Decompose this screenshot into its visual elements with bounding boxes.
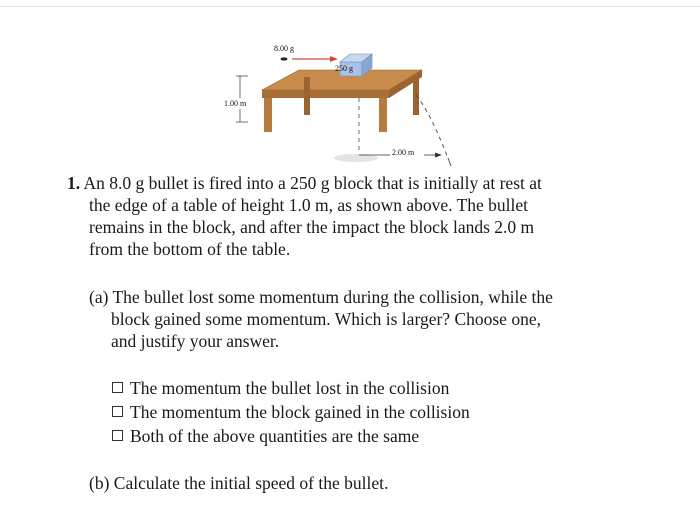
distance-label: 2.00 m (392, 148, 415, 157)
part-a-line-3: and justify your answer. (111, 331, 280, 351)
problem-text-1: An 8.0 g bullet is fired into a 250 g block that is initially at rest at (83, 173, 542, 193)
bullet-arrow-head (330, 56, 338, 62)
problem-line-4: from the bottom of the table. (89, 239, 291, 259)
checkbox[interactable] (112, 406, 123, 417)
table-diagram (216, 40, 466, 170)
height-label: 1.00 m (224, 99, 247, 108)
checkbox[interactable] (112, 382, 123, 393)
part-b-text: (b) Calculate the initial speed of the bullet. (89, 473, 389, 493)
table-leg-back-right (413, 77, 419, 115)
option-block-gained[interactable] (112, 401, 470, 423)
option-label: Both of the above quantities are the same (130, 426, 420, 446)
option-label: The momentum the block gained in the collision (130, 402, 470, 422)
option-bullet-lost[interactable] (112, 377, 449, 399)
distance-arrow-head (435, 153, 442, 158)
bullet-mass-label: 8.00 g (274, 44, 294, 53)
table-leg-front-left (264, 98, 272, 132)
problem-figure (216, 40, 466, 170)
trajectory-end (448, 158, 451, 166)
option-both-same[interactable] (112, 425, 419, 447)
problem-line-1 (67, 172, 542, 194)
checkbox[interactable] (112, 430, 123, 441)
bullet (281, 57, 288, 60)
part-a-line-1: (a) The bullet lost some momentum during the collision, while the (89, 287, 553, 307)
block-mass-label: 250 g (335, 64, 353, 73)
table-front-edge (262, 90, 389, 98)
problem-line-3: remains in the block, and after the impact the block lands 2.0 m (89, 217, 535, 237)
option-label: The momentum the bullet lost in the collision (130, 378, 450, 398)
table-leg-back-left (304, 77, 310, 115)
problem-number: 1. (67, 173, 81, 193)
table-leg-front-right (379, 98, 387, 132)
part-a-line-2: block gained some momentum. Which is larger? Choose one, (111, 309, 541, 329)
top-divider (0, 6, 700, 7)
problem-line-2: the edge of a table of height 1.0 m, as shown above. The bullet (89, 195, 529, 215)
